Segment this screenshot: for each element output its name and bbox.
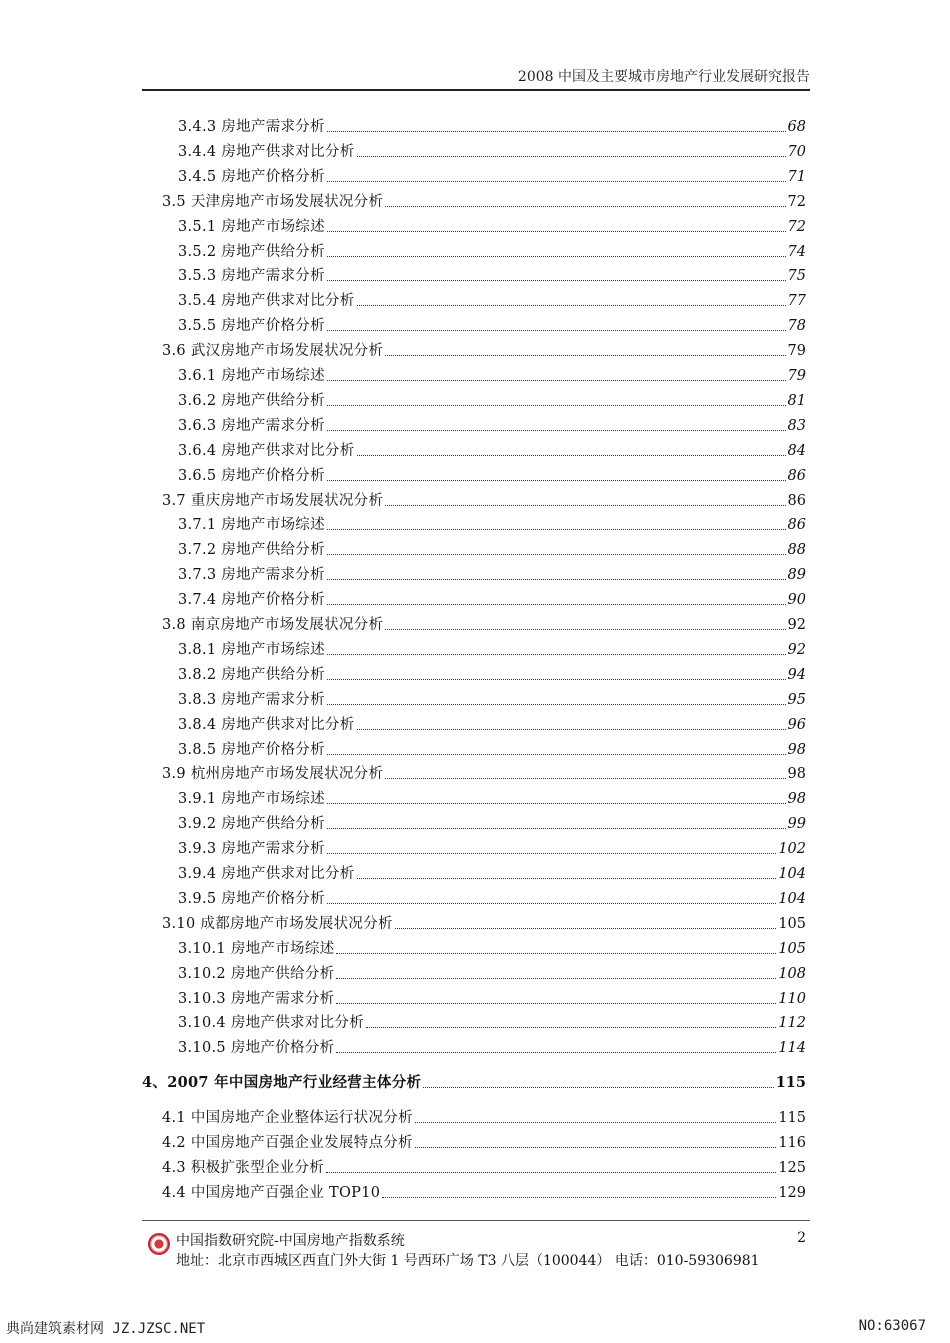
toc-entry[interactable]: [178, 788, 806, 808]
toc-entry-page: 92: [787, 641, 806, 658]
toc-entry-label: 3.9.4 房地产供求对比分析: [178, 866, 355, 882]
toc-entry-label: 3.9.3 房地产需求分析: [178, 841, 325, 858]
toc-entry-label: 3.8 南京房地产市场发展状况分析: [162, 617, 384, 633]
toc-entry-page: 104: [778, 866, 806, 882]
toc-entry-label: 3.7.2 房地产供给分析: [178, 542, 325, 559]
toc-entry-label: 3.5.5 房地产价格分析: [178, 318, 325, 335]
toc-entry-label: 4.4 中国房地产百强企业 TOP10: [162, 1184, 381, 1201]
toc-entry-page: 116: [778, 1135, 806, 1151]
toc-entry-label: 3.5.2 房地产供给分析: [178, 243, 325, 260]
toc-entry-label: 3.4.4 房地产供求对比分析: [178, 143, 355, 160]
toc-entry-page: 104: [778, 890, 806, 907]
toc-entry-label: 3.7.4 房地产价格分析: [178, 592, 325, 609]
toc-entry-page: 105: [778, 940, 806, 957]
toc-entry[interactable]: [162, 490, 806, 510]
toc-leader-dots: [326, 1172, 776, 1173]
toc-entry-label: 4.2 中国房地产百强企业发展特点分析: [162, 1135, 413, 1151]
toc-leader-dots: [423, 1087, 773, 1088]
toc-entry-label: 3.5.3 房地产需求分析: [178, 268, 325, 285]
toc-leader-dots: [327, 679, 786, 680]
page-footer: [142, 1220, 810, 1291]
toc-entry[interactable]: [178, 639, 806, 659]
toc-entry[interactable]: [178, 415, 806, 435]
toc-leader-dots: [336, 1052, 776, 1053]
toc-entry-page: 78: [787, 318, 806, 335]
toc-entry-page: 108: [778, 965, 806, 982]
toc-entry-label: 3.10.3 房地产需求分析: [178, 990, 335, 1007]
toc-entry-label: 3.10.2 房地产供给分析: [178, 965, 335, 982]
toc-entry[interactable]: [178, 888, 806, 908]
toc-entry-page: 72: [787, 193, 806, 210]
toc-entry-page: 112: [778, 1015, 806, 1032]
toc-leader-dots: [357, 156, 786, 157]
toc-entry[interactable]: [178, 863, 806, 883]
toc-entry[interactable]: [178, 988, 806, 1008]
toc-entry-page: 86: [787, 517, 806, 534]
toc-entry[interactable]: [178, 938, 806, 958]
toc-leader-dots: [382, 1197, 776, 1198]
toc-entry[interactable]: [178, 514, 806, 534]
toc-entry[interactable]: [178, 440, 806, 460]
toc-leader-dots: [415, 1122, 776, 1123]
toc-entry[interactable]: [178, 589, 806, 609]
toc-entry-label: 3.10.4 房地产供求对比分析: [178, 1015, 365, 1032]
toc-leader-dots: [327, 131, 786, 132]
toc-entry-label: 3.7.1 房地产市场综述: [178, 517, 325, 534]
toc-entry-label: 3.8.5 房地产价格分析: [178, 741, 325, 758]
toc-leader-dots: [385, 355, 785, 356]
toc-leader-dots: [327, 529, 786, 530]
toc-entry-page: 98: [787, 791, 806, 808]
toc-entry-page: 74: [787, 243, 806, 260]
toc-leader-dots: [327, 604, 786, 605]
toc-entry[interactable]: [178, 664, 806, 684]
toc-entry[interactable]: [178, 564, 806, 584]
toc-entry-label: 3.9.2 房地产供给分析: [178, 816, 325, 833]
toc-entry[interactable]: [178, 689, 806, 709]
toc-leader-dots: [327, 579, 786, 580]
toc-entry-page: 77: [787, 293, 806, 310]
toc-leader-dots: [327, 231, 786, 232]
toc-entry[interactable]: [162, 340, 806, 360]
toc-entry-page: 115: [778, 1110, 806, 1127]
toc-leader-dots: [357, 455, 786, 456]
toc-leader-dots: [357, 305, 786, 306]
toc-leader-dots: [385, 206, 785, 207]
toc-entry[interactable]: [162, 913, 806, 933]
toc-entry-page: 102: [778, 841, 806, 858]
report-title: 2008 中国及主要城市房地产行业发展研究报告: [517, 69, 810, 85]
toc-leader-dots: [327, 754, 786, 755]
toc-entry-label: 3.4.5 房地产价格分析: [178, 168, 325, 185]
toc-entry[interactable]: [178, 290, 806, 310]
toc-entry-page: 98: [787, 741, 806, 758]
toc-entry-page: 79: [787, 368, 806, 384]
toc-entry-page: 84: [787, 442, 806, 459]
toc-entry[interactable]: [178, 365, 806, 385]
toc-entry[interactable]: [178, 465, 806, 485]
toc-entry-label: 3.6.3 房地产需求分析: [178, 417, 325, 434]
toc-entry-page: 94: [787, 666, 806, 683]
toc-leader-dots: [327, 280, 786, 281]
toc-entry[interactable]: [178, 838, 806, 858]
toc-leader-dots: [327, 704, 786, 705]
watermark-site: 典尚建筑素材网 JZ.JZSC.NET: [6, 1321, 206, 1337]
toc-entry[interactable]: [162, 763, 806, 783]
toc-leader-dots: [327, 405, 786, 406]
toc-leader-dots: [385, 505, 785, 506]
toc-entry[interactable]: [162, 191, 806, 211]
toc-entry-page: 83: [787, 417, 806, 434]
toc-leader-dots: [336, 953, 776, 954]
toc-leader-dots: [327, 256, 786, 257]
institute-logo-icon: [148, 1233, 170, 1255]
toc-leader-dots: [395, 928, 777, 929]
toc-leader-dots: [327, 380, 786, 381]
toc-entry-page: 68: [787, 119, 806, 135]
toc-leader-dots: [366, 1027, 776, 1028]
toc-entry-label: 3.10 成都房地产市场发展状况分析: [162, 915, 393, 932]
toc-entry-page: 129: [778, 1184, 806, 1201]
toc-entry[interactable]: [178, 216, 806, 236]
toc-entry-page: 86: [787, 467, 806, 484]
toc-entry[interactable]: [142, 1072, 806, 1092]
toc-entry[interactable]: [162, 1107, 806, 1127]
toc-entry-label: 3.5 天津房地产市场发展状况分析: [162, 193, 384, 210]
toc-entry[interactable]: [178, 265, 806, 285]
toc-entry[interactable]: [162, 614, 806, 634]
toc-entry-page: 114: [778, 1040, 806, 1057]
toc-entry-label: 3.5.4 房地产供求对比分析: [178, 293, 355, 310]
toc-entry[interactable]: [178, 739, 806, 759]
page-number: 2: [797, 1230, 806, 1246]
toc-entry-label: 3.9.5 房地产价格分析: [178, 890, 325, 907]
toc-entry-page: 81: [787, 392, 806, 409]
toc-leader-dots: [336, 978, 776, 979]
toc-leader-dots: [327, 554, 786, 555]
toc-leader-dots: [327, 330, 786, 331]
toc-leader-dots: [327, 803, 786, 804]
toc-entry-label: 3.8.1 房地产市场综述: [178, 641, 325, 658]
toc-entry-label: 3.8.4 房地产供求对比分析: [178, 716, 355, 733]
toc-entry-page: 110: [778, 990, 806, 1007]
toc-entry-page: 88: [787, 542, 806, 559]
toc-leader-dots: [357, 878, 777, 879]
toc-entry-label: 3.6 武汉房地产市场发展状况分析: [162, 343, 384, 360]
footer-organization: 中国指数研究院-中国房地产指数系统: [176, 1233, 405, 1249]
toc-entry-label: 4.3 积极扩张型企业分析: [162, 1159, 325, 1176]
toc-entry-page: 98: [787, 766, 806, 783]
toc-entry-label: 3.4.3 房地产需求分析: [178, 119, 325, 135]
toc-leader-dots: [327, 903, 776, 904]
toc-entry[interactable]: [178, 539, 806, 559]
toc-entry-page: 125: [778, 1159, 806, 1176]
toc-entry-label: 3.7 重庆房地产市场发展状况分析: [162, 492, 384, 509]
toc-entry[interactable]: [162, 1132, 806, 1152]
toc-entry-label: 3.10.5 房地产价格分析: [178, 1040, 335, 1057]
toc-leader-dots: [415, 1147, 776, 1148]
watermark-number: NO:63067: [858, 1318, 926, 1334]
toc-entry-label: 3.6.2 房地产供给分析: [178, 392, 325, 409]
toc-entry-label: 3.9 杭州房地产市场发展状况分析: [162, 766, 384, 783]
toc-entry[interactable]: [178, 116, 806, 136]
toc-entry[interactable]: [178, 390, 806, 410]
toc-leader-dots: [327, 853, 776, 854]
toc-entry-page: 86: [787, 492, 806, 509]
toc-leader-dots: [327, 828, 786, 829]
toc-leader-dots: [385, 629, 785, 630]
toc-entry[interactable]: [162, 1157, 806, 1177]
toc-entry-label: 3.8.2 房地产供给分析: [178, 666, 325, 683]
toc-entry-page: 92: [787, 617, 806, 633]
toc-entry[interactable]: [178, 166, 806, 186]
toc-entry-page: 96: [787, 716, 806, 733]
toc-entry-label: 3.10.1 房地产市场综述: [178, 940, 335, 957]
toc-entry-page: 71: [787, 168, 806, 185]
toc-entry-page: 105: [778, 915, 806, 932]
toc-entry-label: 3.9.1 房地产市场综述: [178, 791, 325, 808]
toc-leader-dots: [327, 654, 786, 655]
toc-entry-label: 3.6.4 房地产供求对比分析: [178, 442, 355, 459]
toc-leader-dots: [327, 430, 786, 431]
toc-entry[interactable]: [178, 315, 806, 335]
toc-entry[interactable]: [178, 1012, 806, 1032]
toc-entry-page: 95: [787, 691, 806, 708]
toc-entry-label: 3.7.3 房地产需求分析: [178, 567, 325, 584]
toc-entry-label: 3.6.1 房地产市场综述: [178, 368, 325, 384]
toc-entry-label: 4、2007 年中国房地产行业经营主体分析: [142, 1074, 422, 1092]
toc-entry-page: 70: [787, 143, 806, 160]
toc-leader-dots: [385, 778, 785, 779]
toc-entry-label: 3.8.3 房地产需求分析: [178, 691, 325, 708]
toc-leader-dots: [327, 181, 786, 182]
toc-leader-dots: [327, 480, 786, 481]
toc-entry-page: 115: [775, 1074, 806, 1092]
toc-entry[interactable]: [178, 1037, 806, 1057]
toc-entry-page: 90: [787, 592, 806, 609]
toc-entry-page: 75: [787, 268, 806, 285]
toc-entry[interactable]: [162, 1182, 806, 1202]
toc-leader-dots: [357, 729, 786, 730]
toc-entry-label: 3.5.1 房地产市场综述: [178, 218, 325, 235]
toc-leader-dots: [336, 1003, 776, 1004]
page-header: [142, 63, 810, 91]
toc-entry[interactable]: [178, 813, 806, 833]
toc-entry[interactable]: [178, 141, 806, 161]
toc-entry-label: 4.1 中国房地产企业整体运行状况分析: [162, 1110, 413, 1127]
toc-entry[interactable]: [178, 714, 806, 734]
footer-address: 地址：北京市西城区西直门外大街 1 号西环广场 T3 八层（100044） 电话：010-59306981: [176, 1253, 760, 1269]
toc-entry-page: 99: [787, 816, 806, 833]
toc-entry-label: 3.6.5 房地产价格分析: [178, 467, 325, 484]
toc-entry-page: 89: [787, 567, 806, 584]
toc-entry-page: 72: [787, 218, 806, 235]
toc-entry-page: 79: [787, 343, 806, 360]
toc-entry[interactable]: [178, 241, 806, 261]
toc-entry[interactable]: [178, 963, 806, 983]
